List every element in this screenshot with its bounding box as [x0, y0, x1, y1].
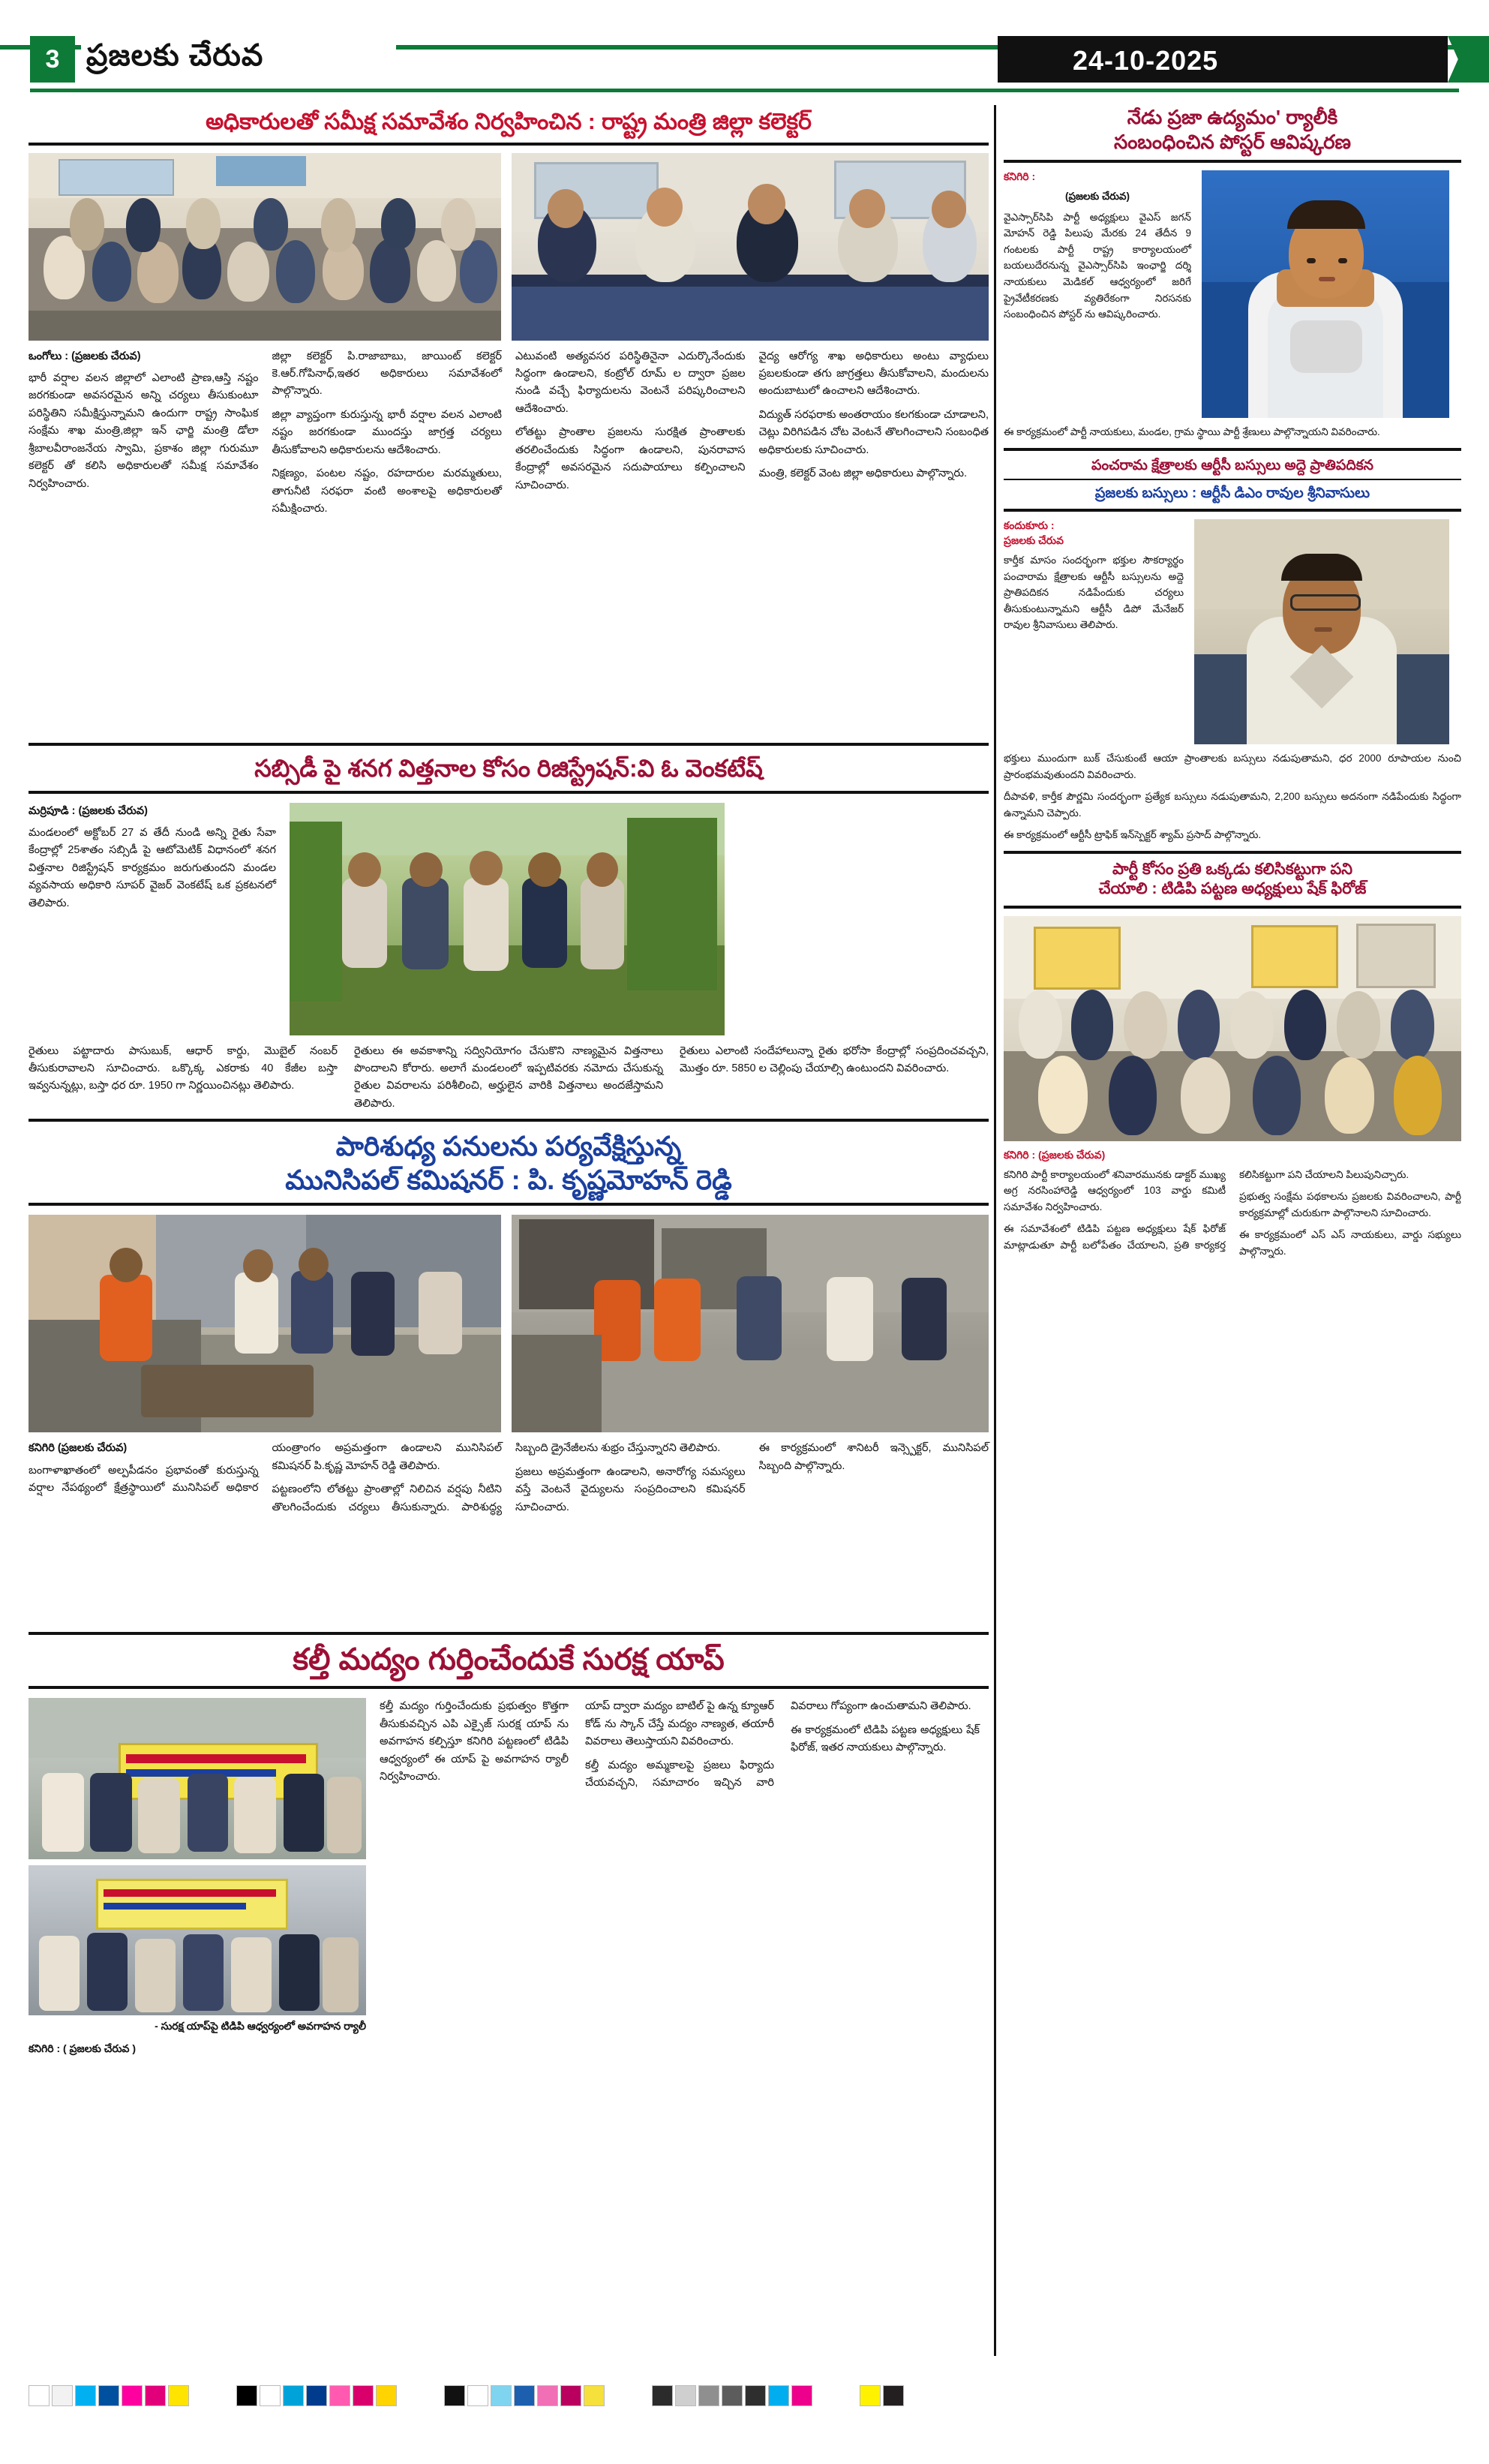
color-swatch [122, 2385, 143, 2406]
meeting-hall-audience-photo [29, 153, 501, 341]
story1-para-7: విద్యుత్ సరఫరాకు అంతరాయం కలగకుండా చూడాలని, చెట్లు విరిగిపడిన చోట వెంటనే తొలగించాలని సంబంధిత అధికారులకు సూచించారు. [758, 408, 989, 456]
r-story2-top-rule [1004, 448, 1461, 451]
drain-cleaning-photo [29, 1215, 501, 1432]
r-story3-para-0: కనిగిరి పార్టీ కార్యాలయంలో శనివారమునకు డాక్టర్ ముఖ్య అగ్ర నరసింహారెడ్డి ఆధ్వర్యంలో 103 వార్డు కమిటీ సమావేశం నిర్వహించారు. [1004, 1168, 1226, 1212]
color-swatch [584, 2385, 605, 2406]
r-story2-subhead: ప్రజలకు బస్సులు : ఆర్టీసీ డిఎం రావుల శ్రీనివాసులు [1094, 485, 1370, 502]
color-swatch [260, 2385, 281, 2406]
color-swatch [514, 2385, 535, 2406]
story3-para-3: ఈ కార్యక్రమంలో శానిటరీ ఇన్స్పెక్టర్, మునిసిపల్ సిబ్బంది పాల్గొన్నారు. [758, 1442, 989, 1472]
story1-body [29, 348, 989, 738]
story2-body-left [29, 803, 276, 1035]
masthead-arrow [1448, 36, 1489, 83]
color-swatch [75, 2385, 96, 2406]
farm-field-officials-photo [290, 803, 725, 1035]
story4-top-rule [29, 1632, 989, 1635]
color-swatch [560, 2385, 581, 2406]
color-swatch [145, 2385, 166, 2406]
color-swatch [444, 2385, 465, 2406]
story3-para-1: పట్టణంలోని లోతట్టు ప్రాంతాల్లో నిలిచిన వర్షపు నీటిని తొలగించేందుకు చర్యలు తీసుకున్నారు. పారిశుద్ధ్య సిబ్బంది డ్రైనేజీలను శుభ్రం చేస్తున్నారని తెలిపారు. [272, 1442, 721, 1513]
story3-para-0: బంగాళాఖాతంలో అల్పపీడనం ప్రభావంతో కురుస్తున్న వర్షాల నేపథ్యంలో క్షేత్రస్థాయిలో మునిసిపల్ అధికార యంత్రాంగం అప్రమత్తంగా ఉండాలని మునిసిపల్ కమిషనర్ పి.కృష్ణ మోహన్ రెడ్డి తెలిపారు. [29, 1442, 502, 1495]
rally-banner-photo [29, 1698, 366, 1859]
r-story1-para-0: వైఎస్సార్‌సిపి పార్టీ అధ్యక్షులు వైఎస్ జగన్ మోహన్ రెడ్డి పిలుపు మేరకు 24 తేదీన 9 గంటలకు పార్టీ రాష్ట్ర కార్యాలయంలో బయలుదేరనున్న వైఎస్సార్‌సిపి ఇంఛార్జి దర్శి నాయకులు మెడికల్ ఆధ్వర్యంలో జరిగే ప్రైవేటీకరణకు వ్యతిరేకంగా నిరసనకు సంబంధించిన పోస్టర్ ను ఆవిష్కరించారు. [1004, 211, 1191, 320]
r-story3-headline-line2: చేయాలి : టిడిపి పట్టణ అధ్యక్షులు షేక్ ఫిరోజ్ [1098, 880, 1367, 898]
story2-rule [29, 791, 989, 794]
press-color-bar [29, 2384, 1457, 2407]
officials-dais-photo [512, 153, 989, 341]
color-swatch [491, 2385, 512, 2406]
r-story2-rule [1004, 509, 1461, 512]
story2-body [29, 1043, 989, 1113]
color-swatch [306, 2385, 327, 2406]
r-story2-body [1004, 750, 1461, 843]
r-story1-headline-line1: నేడు ప్రజా ఉద్యమం' ర్యాలీకి [1127, 106, 1338, 128]
r-story3-top-rule [1004, 851, 1461, 854]
story2-para-0: మండలంలో అక్టోబర్ 27 వ తేదీ నుండి అన్ని రైతు సేవా కేంద్రాల్లో 25శాతం సబ్సిడీ పై ఆటోమెటిక్ విధానంలో శనగ విత్తనాల రిజిస్ట్రేషన్ కార్యక్రమం జరుగుతుందని మండల వ్యవసాయ అధికారి సూపర్ వైజర్ వెంకటేష్ ఒక ప్రకటనలో తెలిపారు. [29, 826, 276, 909]
color-swatch [283, 2385, 304, 2406]
story4-para-3: ఈ కార్యక్రమంలో టిడిపి పట్టణ అధ్యక్షులు షేక్ ఫిరోజ్, ఇతర నాయకులు పాల్గొన్నారు. [791, 1723, 980, 1754]
r-story1-rule [1004, 160, 1461, 163]
story4-dateline: కనిగిరి : ( ప్రజలకు చేరువ ) [29, 2042, 137, 2055]
color-swatch [537, 2385, 558, 2406]
story1-para-3: నిక్షణ్యం, పంటల నష్టం, రహదారుల మరమ్మతులు, తాగునీటి సరఫరా వంటి అంశాలపై అధికారులతో సమీక్షించారు. [272, 467, 502, 515]
party-meeting-hall-photo [1004, 916, 1461, 1141]
street-sanitation-photo [512, 1215, 989, 1432]
masthead-date-bar [998, 36, 1448, 83]
story4-body [380, 1698, 980, 2057]
ysrcp-leader-portrait-photo [1202, 170, 1449, 418]
r-story3-para-3: ఈ కార్యక్రమంలో ఎస్ ఎస్ నాయకులు, వార్డు సభ్యులు పాల్గొన్నారు. [1239, 1229, 1461, 1257]
left-column [29, 105, 989, 2057]
story1-para-4: ఎటువంటి అత్యవసర పరిస్థితినైనా ఎదుర్కొనేందుకు సిద్ధంగా ఉండాలని, కంట్రోల్ రూమ్ ల ద్వారా ప్రజల నుండి వచ్చే ఫిర్యాదులను వెంటనే పరిష్కరించాలని ఆదేశించారు. [515, 350, 746, 415]
color-swatch [698, 2385, 719, 2406]
r-story2-dateline: కందుకూరు : [1004, 519, 1055, 532]
story2-dateline: మర్రిపూడి : (ప్రజలకు చేరువ) [29, 804, 148, 817]
story3-para-2: ప్రజలు అప్రమత్తంగా ఉండాలని, అనారోగ్య సమస్యలు వస్తే వెంటనే వైద్యులను సంప్రదించాలని కమిషనర్ సూచించారు. [515, 1465, 746, 1513]
story1-para-0: భారీ వర్షాల వలన జిల్లాలో ఎలాంటి ప్రాణ,ఆస్తి నష్టం జరగకుండా అవసరమైన అన్ని చర్యలు తీసుకుంటూ పరిస్థితిని సమీక్షిస్తున్నామని ఉందుగా రాష్ట్ర సాంఘిక సంక్షేమ శాఖ మంత్రి,జిల్లా ఇన్ ఛార్జి మంత్రి డోలా శ్రీబాలవీరాంజనేయ స్వామి, ప్రకాశం జిల్లా గురుమూ కలెక్టర్ తో కలిసి అధికారులతో సమీక్ష సమావేశం నిర్వహించారు. [29, 371, 259, 490]
rtc-officer-portrait-photo [1194, 519, 1449, 744]
story1-para-8: మంత్రి, కలెక్టర్ వెంట జిల్లా అధికారులు పాల్గొన్నారు. [758, 467, 967, 480]
story2-para-3: రైతులు ఎలాంటి సందేహాలున్నా రైతు భరోసా కేంద్రాల్లో సంప్రదించవచ్చని, మొత్తం రూ. 5850 ల చెల్లింపు చేయాల్సి ఉంటుందని వివరించారు. [680, 1044, 989, 1074]
story4-para-0: కల్తీ మద్యం గుర్తించేందుకు ప్రభుత్వం కొత్తగా తీసుకువచ్చిన ఎపి ఎక్సైజ్ సురక్ష యాప్ ను అవగాహన కల్పిస్తూ కనిగిరి పట్టణంలో టిడిపి ఆధ్వర్యంలో ఈ యాప్ పై అవగాహన ర్యాలీ నిర్వహించారు. [380, 1700, 569, 1783]
color-swatch [467, 2385, 488, 2406]
color-swatch [883, 2385, 904, 2406]
r-story1-sub-dateline: (ప్రజలకు చేరువ) [1064, 191, 1130, 202]
r-story2-headline: పంచరామ క్షేత్రాలకు ఆర్టీసీ బస్సులు అద్దె ప్రాతిపదికన [1091, 457, 1374, 473]
r-story1-headline-line2: సంబంధించిన పోస్టర్ ఆవిష్కరణ [1113, 130, 1352, 153]
r-story2-sub-dateline: ప్రజలకు చేరువ [1004, 534, 1064, 547]
story2-top-rule [29, 743, 989, 746]
color-swatch [98, 2385, 119, 2406]
r-story3-dateline: కనిగిరి : (ప్రజలకు చేరువ) [1004, 1148, 1106, 1161]
r-story2-mid-rule [1004, 479, 1461, 480]
color-swatch [860, 2385, 881, 2406]
story3-headline-line1: పారిశుధ్య పనులను పర్యవేక్షిస్తున్న [335, 1131, 682, 1162]
story1-rule [29, 143, 989, 146]
r-story3-headline-line1: పార్టీ కోసం ప్రతి ఒక్కడు కలిసికట్టుగా పని [1112, 861, 1353, 879]
color-swatch [376, 2385, 397, 2406]
story2-headline: సబ్సిడీ పై శనగ విత్తనాల కోసం రిజిస్ట్రేషన్:వి ఓ వెంకటేష్ [254, 754, 763, 782]
column-divider [994, 105, 996, 2356]
color-swatch [722, 2385, 743, 2406]
story1-para-6: వైద్య ఆరోగ్య శాఖ అధికారులు అంటు వ్యాధులు ప్రబలకుండా తగు జాగ్రత్తలు తీసుకోవాలని, మందులను అందుబాటులో ఉంచాలని ఆదేశించారు. [758, 350, 989, 398]
story4-headline: కల్తీ మద్యం గుర్తించేందుకే సురక్ష యాప్ [293, 1643, 725, 1677]
story1-headline: అధికారులతో సమీక్ష సమావేశం నిర్వహించిన : రాష్ట్ర మంత్రి జిల్లా కలెక్టర్ [206, 110, 812, 134]
paper-name: ప్రజలకు చేరువ [86, 39, 264, 72]
story4-rule [29, 1686, 989, 1689]
color-swatch [652, 2385, 673, 2406]
r-story1-dateline: కనిగిరి : [1004, 170, 1036, 182]
r-story3-body [1004, 1167, 1461, 1260]
r-story1-para-1: ఈ కార్యక్రమంలో పార్టీ నాయకులు, మండల, గ్రామ స్థాయి పార్టీ శ్రేణులు పాల్గొన్నాయని వివరించారు. [1004, 426, 1380, 437]
page-number-badge: 3 [30, 36, 75, 83]
r-story3-para-1: ఈ సమావేశంలో టిడిపి పట్టణ అధ్యక్షులు షేక్ ఫిరోజ్ మాట్లాడుతూ పార్టీ బలోపేతం చేయాలని, ప్రతి కార్యకర్త కలిసికట్టుగా పని చేయాలని పిలుపునిచ్చారు. [1004, 1168, 1409, 1251]
color-swatch [791, 2385, 812, 2406]
story4-para-2: కల్తీ మద్యం అమ్మకాలపై ప్రజలు ఫిర్యాదు చేయవచ్చని, సమాచారం ఇచ్చిన వారి వివరాలు గోప్యంగా ఉంచుతామని తెలిపారు. [585, 1700, 971, 1789]
r-story3-rule [1004, 906, 1461, 909]
right-column [1004, 105, 1461, 1260]
color-swatch [675, 2385, 696, 2406]
r-story2-para-3: ఈ కార్యక్రమంలో ఆర్టీసీ ట్రాఫిక్ ఇన్‌స్పెక్టర్ శ్యామ్ ప్రసాద్ పాల్గొన్నారు. [1004, 829, 1262, 841]
story3-top-rule [29, 1119, 989, 1122]
issue-date: 24-10-2025 [1073, 45, 1219, 76]
story3-rule [29, 1203, 989, 1206]
masthead-bottom-rule [30, 89, 1459, 92]
story4-para-1: యాప్ ద్వారా మద్యం బాటిల్ పై ఉన్న క్యూఆర్ కోడ్ ను స్కాన్ చేస్తే మద్యం నాణ్యత, తయారీ వివరాలు తెలుస్తాయని వివరించారు. [585, 1700, 774, 1748]
r-story1-body [1004, 424, 1461, 440]
story4-photo-caption: - సురక్ష యాప్‌పై టిడిపి ఆధ్వర్యంలో అవగాహన ర్యాలీ [155, 2020, 366, 2033]
color-swatch [745, 2385, 766, 2406]
story1-para-5: లోతట్టు ప్రాంతాల ప్రజలను సురక్షిత ప్రాంతాలకు తరలించేందుకు సిద్ధంగా ఉండాలని, పునరావాస కేంద్రాల్లో అవసరమైన సదుపాయాలు కల్పించాలని సూచించారు. [515, 426, 746, 491]
story3-body [29, 1440, 989, 1627]
story2-para-1: రైతులు పట్టాదారు పాసుబుక్, ఆధార్ కార్డు, మొబైల్ నంబర్ తీసుకురావాలని సూచించారు. ఒక్కొక్క ఎకరాకు 40 కేజీల బస్తా ఇవ్వనున్నట్లు, బస్తా ధర రూ. 1950 గా నిర్ణయించినట్లు తెలిపారు. [29, 1044, 338, 1092]
story3-headline-line2: మునిసిపల్ కమిషనర్ : పి. కృష్ణమోహన్ రెడ్డి [285, 1164, 732, 1196]
color-swatch [29, 2385, 50, 2406]
protest-group-photo [29, 1865, 366, 2015]
story1-para-1: జిల్లా కలెక్టర్ పి.రాజాబాబు, జాయింట్ కలెక్టర్ కె.ఆర్.గోపినాధ్,ఇతర అధికారులు సమావేశంలో పాల్గొన్నారు. [272, 350, 502, 398]
r-story3-para-2: ప్రభుత్వ సంక్షేమ పథకాలను ప్రజలకు వివరించాలని, పార్టీ కార్యక్రమాల్లో చురుకుగా పాల్గొనాలని సూచించారు. [1239, 1191, 1461, 1218]
color-swatch [768, 2385, 789, 2406]
r-story2-para-1: భక్తులు ముందుగా బుక్ చేసుకుంటే ఆయా ప్రాంతాలకు బస్సులు నడుపుతామని, ధర 2000 రూపాయల నుంచి ప్రారంభమవుతుందని వివరించారు. [1004, 753, 1461, 780]
masthead [0, 0, 1489, 98]
color-swatch [329, 2385, 350, 2406]
r-story2-para-0: కార్తీక మాసం సందర్భంగా భక్తుల సౌకర్యార్థం పంచారామ క్షేత్రాలకు ఆర్టీసీ బస్సులను అద్దె ప్రాతిపదికన నడిపేందుకు చర్యలు తీసుకుంటున్నామని ఆర్టీసీ డిపో మేనేజర్ రావుల శ్రీనివాసులు తెలిపారు. [1004, 554, 1184, 631]
r-story2-para-2: దీపావళి, కార్తీక పౌర్ణమి సందర్భంగా ప్రత్యేక బస్సులు నడుపుతామని, 2,200 బస్సులు అదనంగా నడిపేందుకు సిద్ధంగా ఉన్నామని చెప్పారు. [1004, 791, 1461, 819]
story1-para-2: జిల్లా వ్యాప్తంగా కురుస్తున్న భారీ వర్షాల వలన ఎలాంటి నష్టం జరగకుండా ముందస్తు జాగ్రత్త చర్యలు తీసుకోవాలని అధికారులను ఆదేశించారు. [272, 408, 502, 456]
color-swatch [168, 2385, 189, 2406]
color-swatch [353, 2385, 374, 2406]
story1-dateline: ఒంగోలు : (ప్రజలకు చేరువ) [29, 350, 141, 362]
color-swatch [236, 2385, 257, 2406]
story2-para-2: రైతులు ఈ అవకాశాన్ని సద్వినియోగం చేసుకొని నాణ్యమైన విత్తనాలు పొందాలని కోరారు. అలాగే మండలంలో ఇప్పటివరకు నమోదు చేసుకున్న రైతుల వివరాలను పరిశీలించి, అర్హులైన వారికి విత్తనాలు అందజేస్తామని తెలిపారు. [354, 1044, 663, 1110]
story3-dateline: కనిగిరి (ప్రజలకు చేరువ) [29, 1442, 128, 1455]
color-swatch [52, 2385, 73, 2406]
